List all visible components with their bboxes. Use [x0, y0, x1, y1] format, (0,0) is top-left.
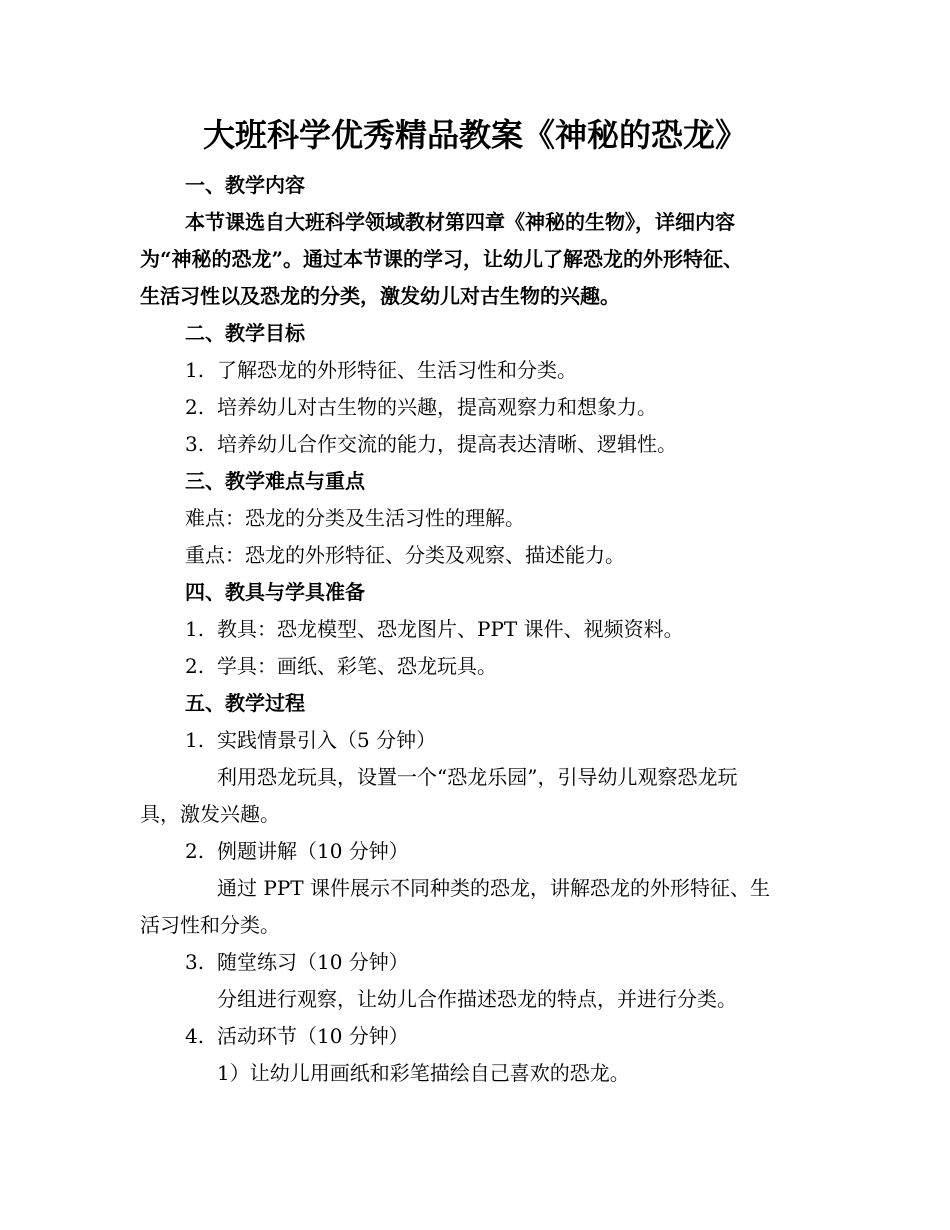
list-item: [185, 616, 684, 642]
list-item: [185, 357, 577, 383]
page-title: 大班科学优秀精品教案《神秘的恐龙》: [202, 116, 747, 154]
step-number: 3.: [185, 950, 205, 974]
process-step: [185, 727, 436, 753]
paragraph-line: 本节课选自大班科学领域教材第四章《神秘的生物》，详细内容: [185, 210, 735, 234]
section-heading-process: 五、教学过程: [185, 691, 305, 715]
section-heading-objectives: 二、教学目标: [185, 321, 305, 345]
list-text: 学具：画纸、彩笔、恐龙玩具。: [217, 654, 497, 678]
list-number: 1.: [185, 358, 205, 382]
list-number: 2.: [185, 654, 205, 678]
step-description: 利用恐龙玩具，设置一个“恐龙乐园”，引导幼儿观察恐龙玩: [217, 765, 738, 789]
key-point-line: 重点：恐龙的外形特征、分类及观察、描述能力。: [185, 543, 625, 567]
list-text: 培养幼儿对古生物的兴趣，提高观察力和想象力。: [217, 395, 657, 419]
step-number: 4.: [185, 1024, 205, 1048]
list-number: 3.: [185, 432, 205, 456]
process-step: [185, 949, 409, 975]
list-text: 培养幼儿合作交流的能力，提高表达清晰、逻辑性。: [217, 432, 677, 456]
paragraph-line: 生活习性以及恐龙的分类，激发幼儿对古生物的兴趣。: [140, 284, 620, 308]
list-number: 2.: [185, 395, 205, 419]
step-number: 2.: [185, 839, 205, 863]
step-description: 具，激发兴趣。: [140, 802, 280, 826]
list-text: 了解恐龙的外形特征、生活习性和分类。: [217, 358, 577, 382]
list-item: [185, 653, 497, 679]
section-heading-materials: 四、教具与学具准备: [185, 580, 365, 604]
section-heading-content: 一、教学内容: [185, 173, 305, 197]
paragraph-line: 为“神秘的恐龙”。通过本节课的学习，让幼儿了解恐龙的外形特征、: [140, 247, 744, 271]
step-title: 例题讲解（10 分钟）: [217, 839, 409, 863]
process-step: [185, 838, 409, 864]
step-description: 1）让幼儿用画纸和彩笔描绘自己喜欢的恐龙。: [217, 1061, 630, 1085]
difficulty-line: 难点：恐龙的分类及生活习性的理解。: [185, 506, 525, 530]
step-title: 实践情景引入（5 分钟）: [217, 728, 437, 752]
process-step: [185, 1023, 409, 1049]
step-title: 随堂练习（10 分钟）: [217, 950, 409, 974]
step-number: 1.: [185, 728, 205, 752]
step-title: 活动环节（10 分钟）: [217, 1024, 409, 1048]
list-item: [185, 431, 677, 457]
section-heading-difficulties: 三、教学难点与重点: [185, 469, 365, 493]
list-number: 1.: [185, 617, 205, 641]
step-description: 分组进行观察，让幼儿合作描述恐龙的特点，并进行分类。: [217, 987, 737, 1011]
step-description: 通过 PPT 课件展示不同种类的恐龙，讲解恐龙的外形特征、生: [217, 876, 770, 900]
list-item: [185, 394, 657, 420]
list-text: 教具：恐龙模型、恐龙图片、PPT 课件、视频资料。: [217, 617, 684, 641]
step-description: 活习性和分类。: [140, 913, 280, 937]
